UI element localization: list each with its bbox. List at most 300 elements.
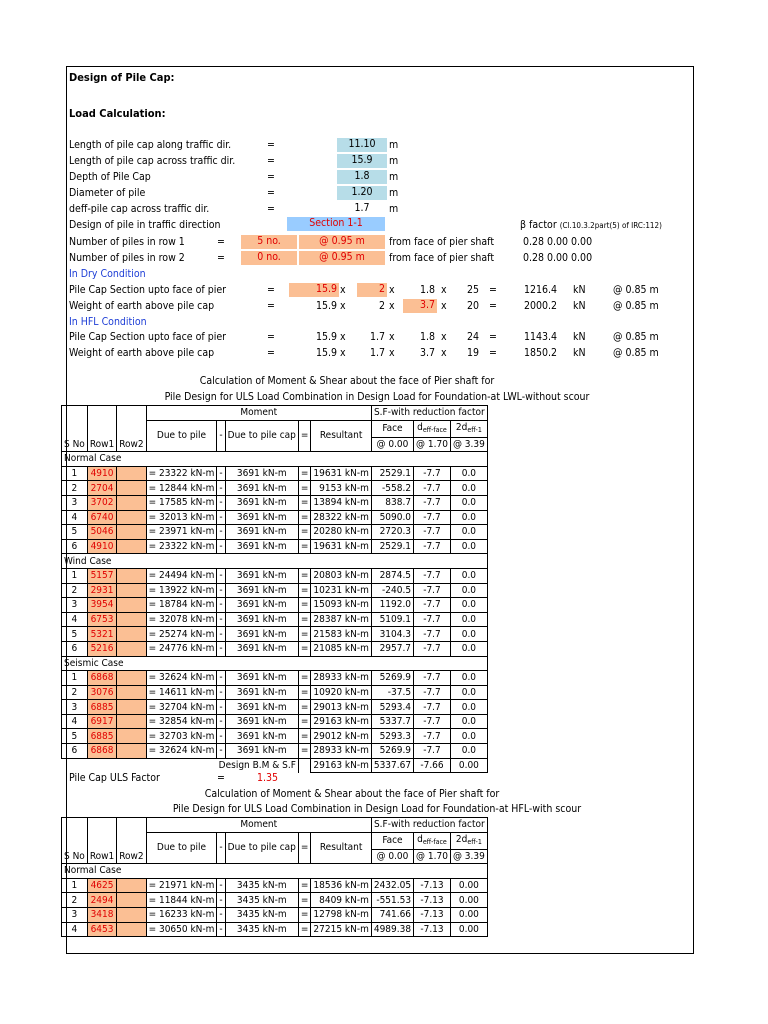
uls-value: 1.35	[257, 772, 279, 784]
times: x	[389, 331, 395, 343]
equals: =	[298, 583, 311, 598]
sno: 2	[62, 583, 88, 598]
sf-2deff: 0.0	[450, 729, 487, 744]
sf-deff: -7.7	[414, 481, 451, 496]
sno: 4	[62, 714, 88, 729]
resultant: 20280 kN-m	[311, 525, 371, 540]
resultant: 21583 kN-m	[311, 627, 371, 642]
header-resultant: Resultant	[311, 832, 371, 864]
table-row	[62, 598, 488, 613]
header-resultant: Resultant	[311, 420, 371, 452]
table-row	[62, 671, 488, 686]
weight-result: 1216.4	[523, 284, 557, 296]
pile-count-cell[interactable]	[241, 251, 297, 265]
row2-load	[117, 700, 146, 715]
row1-load: 4910	[87, 539, 116, 554]
table-row	[62, 481, 488, 496]
sf-face: 5293.3	[371, 729, 413, 744]
moment-cap: 3691 kN-m	[225, 641, 298, 656]
moment-cap: 3691 kN-m	[225, 495, 298, 510]
sno: 5	[62, 525, 88, 540]
param-value-cell[interactable]	[337, 154, 387, 168]
deff-sub: eff-face	[422, 425, 447, 434]
dim-b-cell[interactable]	[357, 283, 387, 297]
param-value-cell[interactable]	[337, 138, 387, 152]
sf-face: 5109.1	[371, 612, 413, 627]
sno: 1	[62, 671, 88, 686]
resultant: 21085 kN-m	[311, 641, 371, 656]
pile-count: 0 no.	[257, 251, 281, 263]
header-row2: Row2	[117, 406, 146, 452]
header-2deff	[450, 832, 487, 849]
dim-c: 1.8	[419, 284, 435, 296]
pile-count-cell[interactable]	[241, 235, 297, 249]
sf-face: -558.2	[371, 481, 413, 496]
row2-load	[117, 598, 146, 613]
design-resultant: 29163 kN-m	[311, 758, 371, 773]
dim-c: 3.7	[419, 347, 435, 359]
rowinfo-from: from face of pier shaft	[389, 252, 495, 264]
section-cell[interactable]	[287, 217, 385, 231]
header-due-pile: Due to pile	[146, 832, 217, 864]
sf-face: 5090.0	[371, 510, 413, 525]
twod-sub: eff-1	[467, 425, 482, 434]
param-unit: m	[389, 203, 399, 215]
resultant: 29013 kN-m	[311, 700, 371, 715]
header-sno: S No	[62, 818, 88, 864]
minus: -	[217, 729, 225, 744]
resultant: 10231 kN-m	[311, 583, 371, 598]
moment-cap: 3691 kN-m	[225, 481, 298, 496]
row1-load: 3418	[87, 907, 116, 922]
row1-load: 3954	[87, 598, 116, 613]
deff-text: d	[417, 421, 423, 433]
moment-pile: = 25274 kN-m	[146, 627, 217, 642]
sno: 1	[62, 466, 88, 481]
table-row	[62, 729, 488, 744]
minus: -	[217, 700, 225, 715]
design-label: Design B.M & S.F	[62, 758, 299, 773]
sno: 4	[62, 922, 88, 937]
param-value-cell[interactable]	[337, 202, 387, 216]
header-row2: Row2	[117, 818, 146, 864]
param-value: 15.9	[351, 154, 373, 166]
dim-c: 1.8	[419, 331, 435, 343]
header-row1: Row1	[87, 406, 116, 452]
header-deff-at: @ 1.70	[414, 849, 451, 864]
sno: 1	[62, 878, 88, 893]
unit-weight: 25	[466, 284, 479, 296]
minus: -	[217, 893, 225, 908]
table-row	[62, 922, 488, 937]
pile-spacing: @ 0.95 m	[319, 235, 365, 247]
minus: -	[217, 525, 225, 540]
minus: -	[217, 583, 225, 598]
moment-cap: 3691 kN-m	[225, 510, 298, 525]
design-deff: -7.66	[414, 758, 451, 773]
moment-pile: = 32624 kN-m	[146, 744, 217, 759]
sno: 3	[62, 495, 88, 510]
resultant: 29163 kN-m	[311, 714, 371, 729]
row1-load: 6868	[87, 744, 116, 759]
resultant: 12798 kN-m	[311, 907, 371, 922]
minus: -	[217, 510, 225, 525]
resultant: 13894 kN-m	[311, 495, 371, 510]
param-value: 1.7	[354, 202, 370, 214]
dim-a-cell[interactable]	[289, 283, 339, 297]
moment-pile: = 32704 kN-m	[146, 700, 217, 715]
sno: 5	[62, 627, 88, 642]
equals: =	[298, 744, 311, 759]
page-title: Design of Pile Cap:	[69, 71, 175, 84]
row2-load	[117, 481, 146, 496]
unit-weight: 19	[466, 347, 479, 359]
uls-eq: =	[217, 772, 225, 784]
param-value-cell[interactable]	[337, 186, 387, 200]
times: x	[340, 347, 346, 359]
unit-weight: 20	[466, 300, 479, 312]
sf-2deff: 0.00	[450, 907, 487, 922]
worksheet	[66, 66, 694, 954]
sno: 6	[62, 641, 88, 656]
param-unit: m	[389, 155, 399, 167]
table2-caption1: Calculation of Moment & Shear about the face of Pier shaft for	[204, 788, 500, 800]
minus: -	[217, 878, 225, 893]
deff-sub: eff-face	[422, 837, 447, 846]
row2-load	[117, 671, 146, 686]
times: x	[340, 300, 346, 312]
sf-deff: -7.13	[414, 907, 451, 922]
row1-load: 5216	[87, 641, 116, 656]
resultant: 28322 kN-m	[311, 510, 371, 525]
minus: -	[217, 627, 225, 642]
param-label: Diameter of pile	[69, 187, 146, 199]
table-row	[62, 612, 488, 627]
weight-at: @ 0.85 m	[613, 347, 659, 359]
header-row1: Row1	[87, 818, 116, 864]
resultant: 15093 kN-m	[311, 598, 371, 613]
design-face: 5337.67	[371, 758, 413, 773]
table-row	[62, 568, 488, 583]
equals: =	[298, 714, 311, 729]
table-row	[62, 510, 488, 525]
sf-deff: -7.13	[414, 878, 451, 893]
sf-deff: -7.7	[414, 466, 451, 481]
table2-grid	[61, 817, 488, 937]
row1-load: 6868	[87, 671, 116, 686]
param-label: Length of pile cap across traffic dir.	[69, 155, 236, 167]
sno: 3	[62, 907, 88, 922]
table1-caption1: Calculation of Moment & Shear about the face of Pier shaft for	[199, 375, 495, 387]
load-calc-title: Load Calculation:	[69, 107, 166, 120]
sf-deff: -7.7	[414, 641, 451, 656]
sf-deff: -7.7	[414, 671, 451, 686]
sf-face: -37.5	[371, 685, 413, 700]
rowinfo-beta: 0.28 0.00 0.00	[523, 252, 593, 264]
sf-face: 3104.3	[371, 627, 413, 642]
moment-cap: 3691 kN-m	[225, 744, 298, 759]
param-value: 11.10	[348, 138, 376, 150]
sf-2deff: 0.0	[450, 495, 487, 510]
row2-load	[117, 627, 146, 642]
sno: 6	[62, 539, 88, 554]
header-deff	[414, 832, 451, 849]
dim-c-cell[interactable]	[403, 299, 437, 313]
weight-eq2: =	[489, 284, 497, 296]
pile-spacing-cell[interactable]	[299, 235, 385, 249]
sf-deff: -7.7	[414, 568, 451, 583]
group-row	[62, 452, 488, 467]
moment-cap: 3691 kN-m	[225, 729, 298, 744]
sf-deff: -7.7	[414, 495, 451, 510]
group-name: Seismic Case	[62, 656, 488, 671]
moment-cap: 3691 kN-m	[225, 583, 298, 598]
design-row	[62, 758, 488, 773]
equals: =	[298, 481, 311, 496]
param-unit: m	[389, 171, 399, 183]
row1-load: 2704	[87, 481, 116, 496]
sf-deff: -7.7	[414, 700, 451, 715]
sf-deff: -7.13	[414, 922, 451, 937]
equals: =	[298, 700, 311, 715]
header-moment: Moment	[146, 818, 371, 833]
sf-deff: -7.7	[414, 598, 451, 613]
moment-cap: 3435 kN-m	[225, 878, 298, 893]
param-value-cell[interactable]	[337, 170, 387, 184]
param-eq: =	[267, 155, 275, 167]
minus: -	[217, 714, 225, 729]
sf-2deff: 0.0	[450, 598, 487, 613]
pile-spacing-cell[interactable]	[299, 251, 385, 265]
equals: =	[298, 685, 311, 700]
table-row	[62, 466, 488, 481]
moment-pile: = 11844 kN-m	[146, 893, 217, 908]
dim-a: 15.9	[315, 347, 337, 359]
moment-pile: = 13922 kN-m	[146, 583, 217, 598]
rowinfo-eq: =	[217, 252, 225, 264]
sf-face: 2432.05	[371, 878, 413, 893]
deff-text: d	[417, 833, 423, 845]
weight-at: @ 0.85 m	[613, 300, 659, 312]
header-twod-at: @ 3.39	[450, 849, 487, 864]
design-dir-label: Design of pile in traffic direction	[69, 219, 221, 231]
header-deff	[414, 420, 451, 437]
sf-deff: -7.7	[414, 744, 451, 759]
resultant: 29012 kN-m	[311, 729, 371, 744]
row1-load: 4625	[87, 878, 116, 893]
sf-deff: -7.7	[414, 627, 451, 642]
row2-load	[117, 893, 146, 908]
sf-face: 838.7	[371, 495, 413, 510]
weight-label: Pile Cap Section upto face of pier	[69, 331, 227, 343]
resultant: 19631 kN-m	[311, 466, 371, 481]
weight-eq: =	[267, 347, 275, 359]
sno: 4	[62, 510, 88, 525]
weight-eq2: =	[489, 331, 497, 343]
param-value: 1.8	[354, 170, 370, 182]
sf-2deff: 0.00	[450, 878, 487, 893]
row2-load	[117, 466, 146, 481]
equals: =	[298, 878, 311, 893]
unit-weight: 24	[466, 331, 479, 343]
sf-2deff: 0.0	[450, 685, 487, 700]
table-row	[62, 744, 488, 759]
sno: 1	[62, 568, 88, 583]
sf-face: 5293.4	[371, 700, 413, 715]
dry-heading: In Dry Condition	[69, 268, 146, 280]
moment-pile: = 23322 kN-m	[146, 466, 217, 481]
param-eq: =	[267, 171, 275, 183]
row2-load	[117, 641, 146, 656]
sno: 6	[62, 744, 88, 759]
minus: -	[217, 612, 225, 627]
dim-b: 2	[378, 300, 385, 312]
sno: 3	[62, 598, 88, 613]
twod-text: 2d	[455, 833, 468, 845]
moment-pile: = 23322 kN-m	[146, 539, 217, 554]
sf-face: 1192.0	[371, 598, 413, 613]
row2-load	[117, 922, 146, 937]
group-name: Normal Case	[62, 452, 488, 467]
row1-load: 6885	[87, 700, 116, 715]
resultant: 27215 kN-m	[311, 922, 371, 937]
header-due-cap: Due to pile cap	[225, 832, 298, 864]
header-sno: S No	[62, 406, 88, 452]
dim-a: 15.9	[315, 300, 337, 312]
row1-load: 6453	[87, 922, 116, 937]
beta-text: β factor	[520, 219, 557, 231]
sf-deff: -7.7	[414, 583, 451, 598]
header-face-at: @ 0.00	[371, 849, 413, 864]
sf-face: 2529.1	[371, 539, 413, 554]
row1-load: 6740	[87, 510, 116, 525]
moment-pile: = 32854 kN-m	[146, 714, 217, 729]
sf-2deff: 0.0	[450, 744, 487, 759]
times: x	[441, 347, 447, 359]
sf-2deff: 0.0	[450, 627, 487, 642]
sf-2deff: 0.0	[450, 641, 487, 656]
sf-face: 5269.9	[371, 671, 413, 686]
minus: -	[217, 495, 225, 510]
resultant: 28933 kN-m	[311, 671, 371, 686]
equals: =	[298, 510, 311, 525]
moment-cap: 3691 kN-m	[225, 568, 298, 583]
sno: 3	[62, 700, 88, 715]
moment-pile: = 24776 kN-m	[146, 641, 217, 656]
row2-load	[117, 539, 146, 554]
equals: =	[298, 466, 311, 481]
sf-2deff: 0.00	[450, 893, 487, 908]
weight-at: @ 0.85 m	[613, 284, 659, 296]
weight-unit: kN	[573, 331, 586, 343]
row2-load	[117, 744, 146, 759]
sf-2deff: 0.0	[450, 714, 487, 729]
header-sf: S.F-with reduction factor	[371, 406, 487, 421]
twod-sub: eff-1	[467, 837, 482, 846]
resultant: 10920 kN-m	[311, 685, 371, 700]
moment-pile: = 32703 kN-m	[146, 729, 217, 744]
param-eq: =	[267, 187, 275, 199]
minus: -	[217, 481, 225, 496]
row1-load: 5157	[87, 568, 116, 583]
sf-face: -240.5	[371, 583, 413, 598]
sno: 2	[62, 481, 88, 496]
resultant: 9153 kN-m	[311, 481, 371, 496]
moment-cap: 3691 kN-m	[225, 671, 298, 686]
sf-deff: -7.7	[414, 510, 451, 525]
moment-pile: = 32078 kN-m	[146, 612, 217, 627]
equals: =	[298, 627, 311, 642]
moment-pile: = 32624 kN-m	[146, 671, 217, 686]
dim-c: 3.7	[419, 299, 435, 311]
sf-face: 5337.7	[371, 714, 413, 729]
row1-load: 6917	[87, 714, 116, 729]
weight-eq: =	[267, 331, 275, 343]
twod-text: 2d	[455, 421, 468, 433]
times: x	[441, 284, 447, 296]
dim-b: 1.7	[369, 347, 385, 359]
sf-2deff: 0.0	[450, 583, 487, 598]
sno: 4	[62, 612, 88, 627]
weight-eq2: =	[489, 300, 497, 312]
weight-label: Weight of earth above pile cap	[69, 347, 215, 359]
table-row	[62, 878, 488, 893]
row2-load	[117, 907, 146, 922]
uls-label: Pile Cap ULS Factor	[69, 772, 160, 784]
group-row	[62, 554, 488, 569]
times: x	[340, 284, 346, 296]
row1-load: 6885	[87, 729, 116, 744]
row1-load: 5321	[87, 627, 116, 642]
minus: -	[217, 685, 225, 700]
param-label: Length of pile cap along traffic dir.	[69, 139, 232, 151]
resultant: 8409 kN-m	[311, 893, 371, 908]
moment-cap: 3691 kN-m	[225, 714, 298, 729]
moment-cap: 3435 kN-m	[225, 907, 298, 922]
equals: =	[298, 893, 311, 908]
moment-cap: 3691 kN-m	[225, 598, 298, 613]
sf-2deff: 0.0	[450, 568, 487, 583]
minus: -	[217, 641, 225, 656]
times: x	[441, 331, 447, 343]
param-unit: m	[389, 187, 399, 199]
sf-deff: -7.7	[414, 539, 451, 554]
row1-load: 3702	[87, 495, 116, 510]
moment-cap: 3691 kN-m	[225, 700, 298, 715]
moment-cap: 3691 kN-m	[225, 525, 298, 540]
equals: =	[298, 671, 311, 686]
moment-cap: 3691 kN-m	[225, 627, 298, 642]
times: x	[389, 347, 395, 359]
sno: 2	[62, 893, 88, 908]
rowinfo-label: Number of piles in row 2	[69, 252, 185, 264]
moment-pile: = 12844 kN-m	[146, 481, 217, 496]
param-unit: m	[389, 139, 399, 151]
sf-deff: -7.7	[414, 612, 451, 627]
weight-result: 1850.2	[523, 347, 557, 359]
sf-2deff: 0.0	[450, 510, 487, 525]
table-row	[62, 539, 488, 554]
row1-load: 3076	[87, 685, 116, 700]
header-moment: Moment	[146, 406, 371, 421]
design-eq-blank	[298, 758, 311, 773]
weight-label: Pile Cap Section upto face of pier	[69, 284, 227, 296]
dim-a: 15.9	[315, 283, 337, 295]
table1-caption2: Pile Design for ULS Load Combination in Design Load for Foundation-at LWL-without scour	[164, 391, 590, 403]
row2-load	[117, 685, 146, 700]
header-face-at: @ 0.00	[371, 437, 413, 452]
row2-load	[117, 612, 146, 627]
